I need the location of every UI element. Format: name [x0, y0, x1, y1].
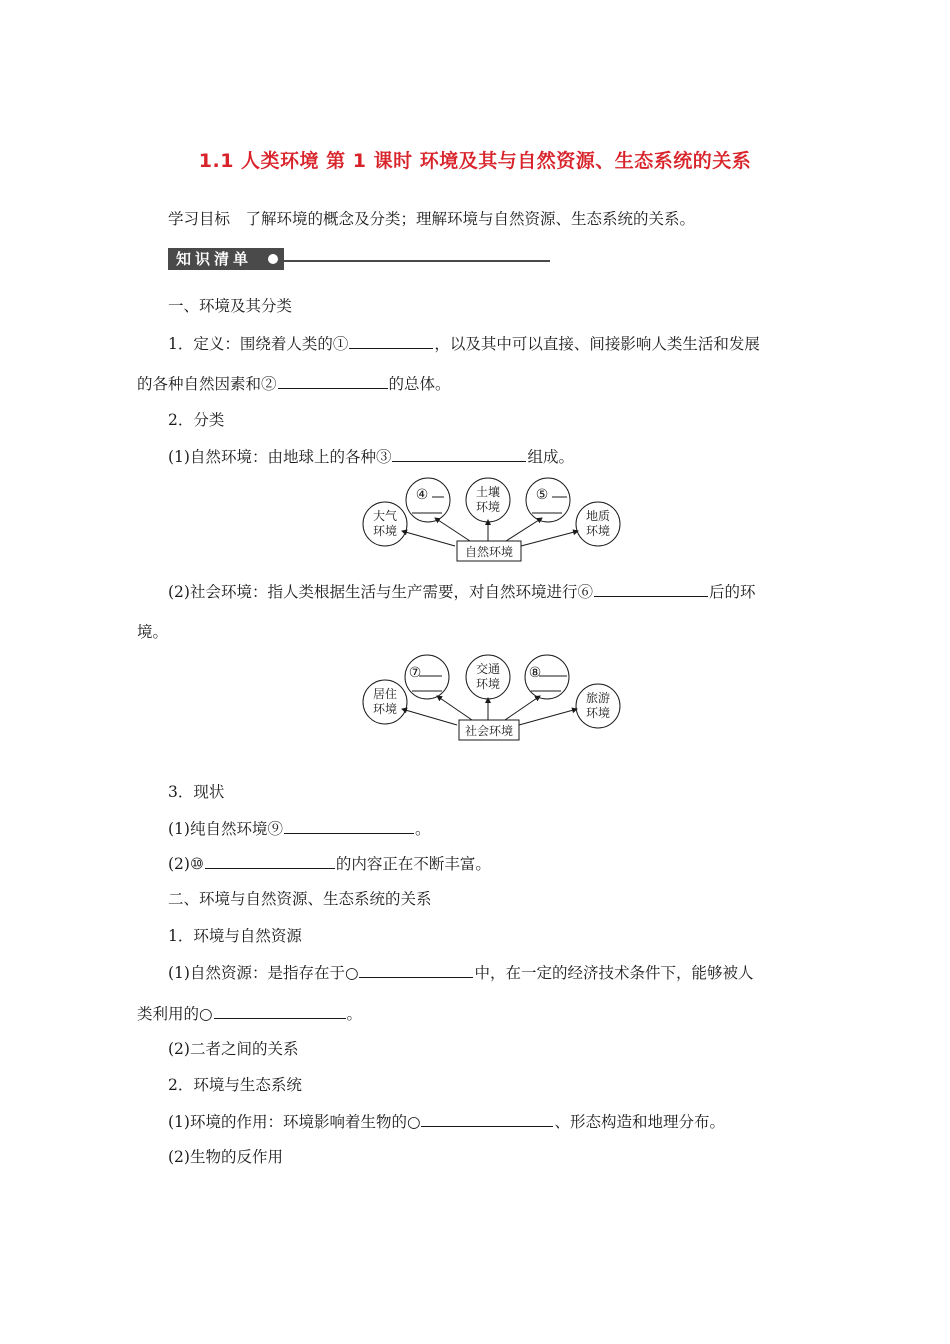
blank-9[interactable] — [284, 818, 414, 834]
label-geology-1: 地质 — [585, 509, 611, 523]
section-2-heading: 二、环境与自然资源、生态系统的关系 — [168, 890, 432, 908]
banner-divider — [284, 260, 550, 262]
blank-6[interactable] — [594, 581, 708, 597]
social-env-line-2: 境。 — [137, 623, 169, 641]
banner-dot-icon — [268, 254, 278, 264]
social-env-line: (2)社会环境：指人类根据生活与生产需要，对自然环境进行⑥ 后的环 — [168, 583, 756, 601]
label-residence-1: 居住 — [372, 687, 398, 701]
blank-11[interactable] — [359, 962, 473, 978]
label-blank-7: ⑦ — [408, 665, 422, 681]
label-residence-2: 环境 — [372, 702, 398, 716]
blank-1[interactable] — [349, 333, 433, 349]
label-blank-5: ⑤ — [535, 487, 549, 503]
label-traffic-1: 交通 — [475, 662, 501, 676]
social-environment-diagram — [355, 650, 627, 742]
biological-reaction-line: (2)生物的反作用 — [168, 1148, 283, 1166]
label-blank-4: ④ — [415, 487, 429, 503]
label-atmosphere-2: 环境 — [372, 524, 398, 538]
label-social-center: 社会环境 — [464, 724, 514, 738]
label-traffic-2: 环境 — [475, 677, 501, 691]
label-soil-2: 环境 — [475, 500, 501, 514]
section-1-heading: 一、环境及其分类 — [168, 297, 293, 315]
status-heading: 3．现状 — [168, 783, 225, 801]
natural-resource-line-1: (1)自然资源：是指存在于○ 中，在一定的经济技术条件下，能够被人 — [168, 964, 754, 982]
blank-3[interactable] — [392, 446, 526, 462]
natural-resource-line-2: 类利用的○ 。 — [137, 1005, 363, 1023]
natural-env-line: (1)自然环境：由地球上的各种③ 组成。 — [168, 448, 574, 466]
blank-10[interactable] — [205, 853, 335, 869]
definition-line-1: 1．定义：围绕着人类的① ，以及其中可以直接、间接影响人类生活和发展 — [168, 335, 760, 353]
environment-role-line: (1)环境的作用：环境影响着生物的○ 、形态构造和地理分布。 — [168, 1113, 725, 1131]
resource-heading: 1．环境与自然资源 — [168, 927, 302, 945]
label-atmosphere-1: 大气 — [372, 509, 398, 523]
page-title: 1.1 人类环境 第 1 课时 环境及其与自然资源、生态系统的关系 — [198, 150, 752, 172]
blank-12[interactable] — [214, 1003, 346, 1019]
label-natural-center: 自然环境 — [464, 545, 514, 559]
natural-environment-diagram — [355, 474, 627, 566]
learning-objective: 学习目标 了解环境的概念及分类；理解环境与自然资源、生态系统的关系。 — [168, 210, 696, 228]
knowledge-list-banner: 知识清单 — [168, 248, 284, 270]
blank-13[interactable] — [421, 1111, 553, 1127]
definition-line-2: 的各种自然因素和② 的总体。 — [137, 375, 451, 393]
label-soil-1: 土壤 — [475, 485, 501, 499]
ecosystem-heading: 2．环境与生态系统 — [168, 1076, 302, 1094]
relation-line: (2)二者之间的关系 — [168, 1040, 299, 1058]
classification-heading: 2．分类 — [168, 411, 225, 429]
status-line-2: (2)⑩ 的内容正在不断丰富。 — [168, 855, 491, 873]
label-blank-8: ⑧ — [528, 665, 542, 681]
label-tourism-2: 环境 — [585, 706, 611, 720]
status-line-1: (1)纯自然环境⑨ 。 — [168, 820, 431, 838]
label-geology-2: 环境 — [585, 524, 611, 538]
blank-2[interactable] — [278, 373, 388, 389]
label-tourism-1: 旅游 — [585, 691, 611, 705]
